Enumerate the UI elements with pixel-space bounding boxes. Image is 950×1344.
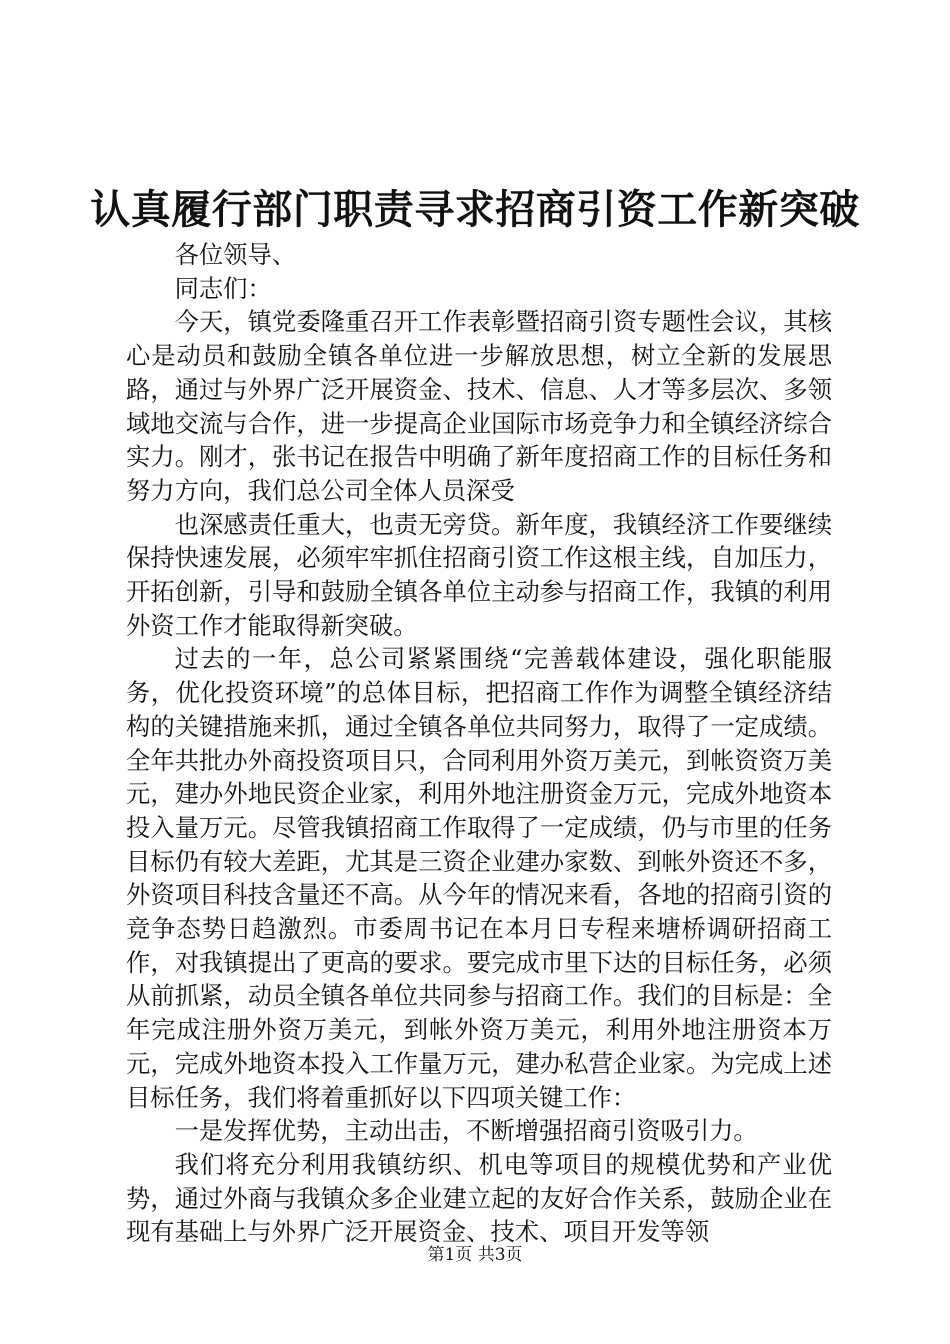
paragraph-review: 过去的一年，总公司紧紧围绕“完善载体建设，强化职能服务，优化投资环境”的总体目标，把招商工作作为调整全镇经济结构的关键措施来抓，通过全镇各单位共同努力，取得了一定成绩。全年共批办外商投资项目只，合同利用外资万美元，到帐资资万美元，建办外地民资企业家，利用外地注册资金万元，完成外地资本投入量万元。尽管我镇招商工作取得了一定成绩，仍与市里的任务目标仍有较大差距，尤其是三资企业建办家数、到帐外资还不多，外资项目科技含量还不高。从今年的情况来看，各地的招商引资的竞争态势日趋激烈。市委周书记在本月日专程来塘桥调研招商工作，对我镇提出了更高的要求。要完成市里下达的目标任务，必须从前抓紧，动员全镇各单位共同参与招商工作。我们的目标是：全年完成注册外资万美元，到帐外资万美元，利用外地注册资本万元，完成外地资本投入工作量万元，建办私营企业家。为完成上述目标任务，我们将着重抓好以下四项关键工作： (126, 644, 832, 1112)
document-title: 认真履行部门职责寻求招商引资工作新突破 (90, 186, 860, 233)
paragraph-responsibility: 也深感责任重大，也责无旁贷。新年度，我镇经济工作要继续保持快速发展，必须牢牢抓住招商引资工作这根主线，自加压力，开拓创新，引导和鼓励全镇各单位主动参与招商工作，我镇的利用外资工作才能取得新突破。 (126, 509, 832, 640)
salutation-leaders: 各位领导、 (174, 240, 297, 269)
paragraph-point-one-heading: 一是发挥优势，主动出击，不断增强招商引资吸引力。 (174, 1116, 758, 1146)
page-footer: 第1页 共3页 (427, 1245, 523, 1265)
paragraph-intro: 今天，镇党委隆重召开工作表彰暨招商引资专题性会议，其核心是动员和鼓励全镇各单位进一步解放思想，树立全新的发展思路，通过与外界广泛开展资金、技术、信息、人才等多层次、多领域地交流与合作，进一步提高企业国际市场竞争力和全镇经济综合实力。刚才，张书记在报告中明确了新年度招商工作的目标任务和努力方向，我们总公司全体人员深受 (126, 307, 832, 505)
document-body (126, 238, 832, 1249)
paragraph-point-one-body: 我们将充分利用我镇纺织、机电等项目的规模优势和产业优势，通过外商与我镇众多企业建立起的友好合作关系，鼓励企业在现有基础上与外界广泛开展资金、技术、项目开发等领 (126, 1149, 832, 1247)
salutation-comrades: 同志们： (174, 273, 272, 303)
